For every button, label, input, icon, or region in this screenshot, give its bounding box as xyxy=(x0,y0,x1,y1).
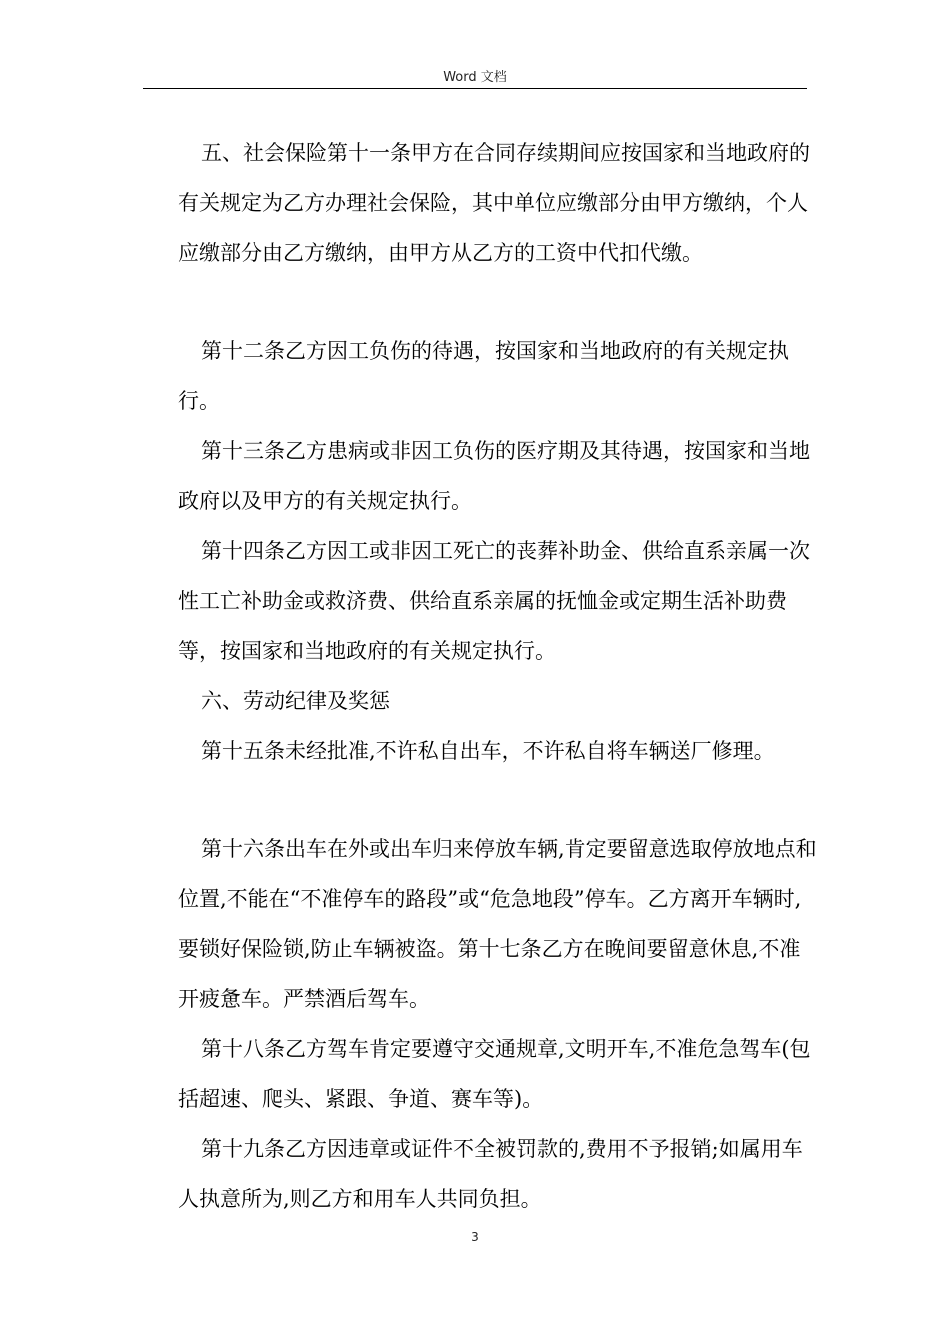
page-header: Word 文档 xyxy=(443,70,507,85)
header-divider xyxy=(143,88,807,89)
paragraph-article-16-17: 第十六条出车在外或出车归来停放车辆,肯定要留意选取停放地点和位置,不能在“不准停车的路段”或“危急地段”停车。乙方离开车辆时,要锁好保险锁,防止车辆被盗。第十七条乙方在晚间要留意休息,不准开疲惫车。严禁酒后驾车。 xyxy=(178,837,817,1011)
section-heading-discipline: 六、劳动纪律及奖惩 xyxy=(201,689,390,713)
paragraph-article-15: 第十五条未经批准,不许私自出车，不许私自将车辆送厂修理。 xyxy=(201,739,775,763)
page-number: 3 xyxy=(471,1230,479,1244)
document-body xyxy=(178,128,818,1224)
paragraph-social-insurance: 五、社会保险第十一条甲方在合同存续期间应按国家和当地政府的有关规定为乙方办理社会保险，其中单位应缴部分由甲方缴纳，个人应缴部分由乙方缴纳，由甲方从乙方的工资中代扣代缴。 xyxy=(178,141,810,265)
paragraph-article-14: 第十四条乙方因工或非因工死亡的丧葬补助金、供给直系亲属一次性工亡补助金或救济费、供给直系亲属的抚恤金或定期生活补助费等，按国家和当地政府的有关规定执行。 xyxy=(178,539,810,663)
paragraph-article-13: 第十三条乙方患病或非因工负伤的医疗期及其待遇，按国家和当地政府以及甲方的有关规定执行。 xyxy=(178,439,810,513)
paragraph-article-12: 第十二条乙方因工负伤的待遇，按国家和当地政府的有关规定执行。 xyxy=(178,339,789,413)
paragraph-article-18: 第十八条乙方驾车肯定要遵守交通规章,文明开车,不准危急驾车(包括超速、爬头、紧跟、争道、赛车等)。 xyxy=(178,1037,811,1111)
paragraph-article-19: 第十九条乙方因违章或证件不全被罚款的,费用不予报销;如属用车人执意所为,则乙方和用车人共同负担。 xyxy=(178,1137,803,1211)
